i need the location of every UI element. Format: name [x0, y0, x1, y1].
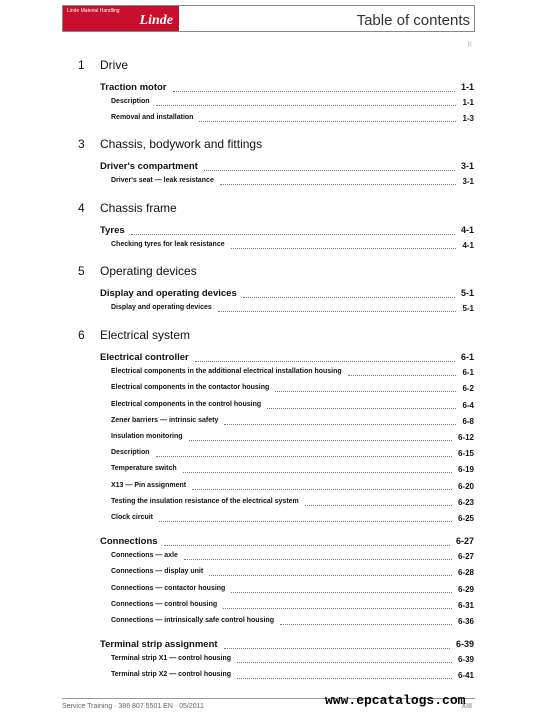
- toc-entry-label: Testing the insulation resistance of the electrical system: [111, 497, 299, 505]
- watermark: www.epcatalogs.com: [325, 693, 466, 708]
- toc-entry-label: Electrical components in the control housing: [111, 400, 262, 408]
- leader-dots: [173, 91, 455, 92]
- toc-entry-label: Connections — axle: [111, 552, 178, 560]
- toc-entry-page: 6-41: [457, 671, 474, 681]
- toc-entry-page: 6-27: [455, 536, 474, 546]
- leader-dots: [243, 297, 455, 298]
- toc-entry-page: 3-1: [460, 161, 474, 171]
- toc-entry-page: 6-31: [457, 600, 474, 610]
- leader-dots: [164, 545, 450, 546]
- leader-dots: [184, 559, 452, 560]
- toc-entry-label: Connections — display unit: [111, 568, 204, 576]
- footer-page-number: XIII: [461, 703, 472, 710]
- toc-entry-label: Tyres: [100, 225, 125, 236]
- toc-entry-page: 6-8: [462, 416, 474, 426]
- toc-entry-page: 6-23: [457, 497, 474, 507]
- toc-entry-page: 6-25: [457, 514, 474, 523]
- chapter-title: Chassis frame: [100, 201, 177, 215]
- toc-entry-label: Electrical components in the contactor housing: [111, 384, 270, 392]
- toc-entry-label: Description: [111, 449, 150, 457]
- leader-dots: [348, 375, 457, 376]
- leader-dots: [156, 105, 457, 106]
- toc-entry-page: 1-1: [462, 98, 474, 108]
- leader-dots: [199, 121, 456, 122]
- toc-entry-page: 6-36: [457, 617, 474, 626]
- toc-entry-label: Traction motor: [100, 82, 167, 93]
- chapter-number: 6: [78, 328, 85, 342]
- toc-entry-label: Display and operating devices: [100, 288, 237, 299]
- toc-entry-page: 6-12: [457, 433, 474, 442]
- toc-entry-page: 6-27: [457, 552, 474, 562]
- toc-entry-label: Insulation monitoring: [111, 433, 183, 440]
- chapter-number: 3: [78, 137, 85, 151]
- toc-entry-page: 6-1: [462, 368, 474, 378]
- leader-dots: [237, 662, 452, 663]
- toc-entry-page: 6-4: [462, 400, 474, 410]
- toc-entry-label: Terminal strip assignment: [100, 639, 218, 650]
- toc-entry-page: 6-19: [457, 465, 474, 475]
- footer-text: Service Training · 386 807 5501 EN · 05/2011: [62, 703, 204, 710]
- leader-dots: [209, 575, 452, 576]
- toc-entry-label: Driver's seat — leak resistance: [111, 177, 214, 185]
- chapter-number: 1: [78, 58, 85, 72]
- leader-dots: [231, 248, 457, 249]
- toc-entry-page: 6-2: [462, 384, 474, 394]
- chapter-title: Electrical system: [100, 328, 191, 342]
- leader-dots: [305, 505, 452, 506]
- toc-entry-label: Clock circuit: [111, 514, 154, 521]
- leader-dots: [159, 521, 452, 522]
- leader-dots: [218, 311, 457, 312]
- leader-dots: [220, 184, 457, 185]
- leader-dots: [231, 592, 452, 593]
- toc-entry-page: 4-1: [460, 225, 474, 235]
- toc-entry-label: Zener barriers — intrinsic safety: [111, 416, 219, 424]
- page-corner-mark: II: [467, 40, 472, 49]
- logo-wordmark: Linde: [139, 13, 173, 28]
- toc-entry-label: Electrical controller: [100, 352, 189, 363]
- leader-dots: [131, 234, 455, 235]
- toc-entry-label: Terminal strip X1 — control housing: [111, 655, 232, 663]
- chapter-title: Drive: [100, 58, 129, 72]
- toc-entry-label: X13 — Pin assignment: [111, 481, 187, 489]
- toc-entry-label: Connections: [100, 536, 158, 547]
- toc-entry-label: Terminal strip X2 — control housing: [111, 671, 232, 679]
- leader-dots: [204, 170, 455, 171]
- toc-entry-page: 6-39: [457, 655, 474, 665]
- page-title: Table of contents: [356, 12, 470, 29]
- toc-entry-label: Electrical components in the additional electrical installation housing: [111, 368, 342, 376]
- leader-dots: [280, 624, 452, 625]
- toc-entry-page: 5-1: [460, 288, 474, 298]
- toc-entry-label: Driver's compartment: [100, 161, 198, 172]
- leader-dots: [224, 648, 450, 649]
- toc-entry-label: Connections — intrinsically safe control housing: [111, 617, 274, 624]
- leader-dots: [275, 391, 456, 392]
- chapter-title: Chassis, bodywork and fittings: [100, 137, 263, 151]
- toc-entry-page: 6-28: [457, 568, 474, 578]
- toc-entry-label: Display and operating devices: [111, 304, 212, 312]
- leader-dots: [223, 608, 452, 609]
- logo-subtext: Linde Material Handling: [67, 8, 120, 14]
- chapter-title: Operating devices: [100, 264, 197, 278]
- toc-entry-page: 4-1: [462, 241, 474, 251]
- toc-entry-label: Connections — control housing: [111, 600, 218, 608]
- chapter-number: 4: [78, 201, 85, 215]
- toc-entry-page: 6-29: [457, 584, 474, 594]
- toc-entry-page: 1-1: [460, 82, 474, 92]
- toc-entry-page: 6-1: [460, 352, 474, 362]
- leader-dots: [183, 472, 452, 473]
- toc-entry-page: 6-20: [457, 481, 474, 491]
- leader-dots: [195, 361, 455, 362]
- toc-entry-label: Description: [111, 98, 150, 106]
- chapter-number: 5: [78, 264, 85, 278]
- toc-entry-label: Removal and installation: [111, 114, 194, 122]
- toc-entry-page: 1-3: [462, 114, 474, 124]
- toc-entry-page: 6-39: [455, 639, 474, 649]
- toc-entry-page: 6-15: [457, 449, 474, 459]
- toc-entry-page: 3-1: [462, 177, 474, 187]
- toc-entry-page: 5-1: [462, 304, 474, 314]
- leader-dots: [237, 678, 452, 679]
- toc-entry-label: Checking tyres for leak resistance: [111, 241, 225, 249]
- leader-dots: [189, 440, 452, 441]
- toc-entry-label: Temperature switch: [111, 465, 177, 473]
- toc-entry-label: Connections — contactor housing: [111, 584, 226, 592]
- leader-dots: [224, 424, 456, 425]
- leader-dots: [156, 456, 452, 457]
- leader-dots: [192, 489, 452, 490]
- leader-dots: [267, 408, 456, 409]
